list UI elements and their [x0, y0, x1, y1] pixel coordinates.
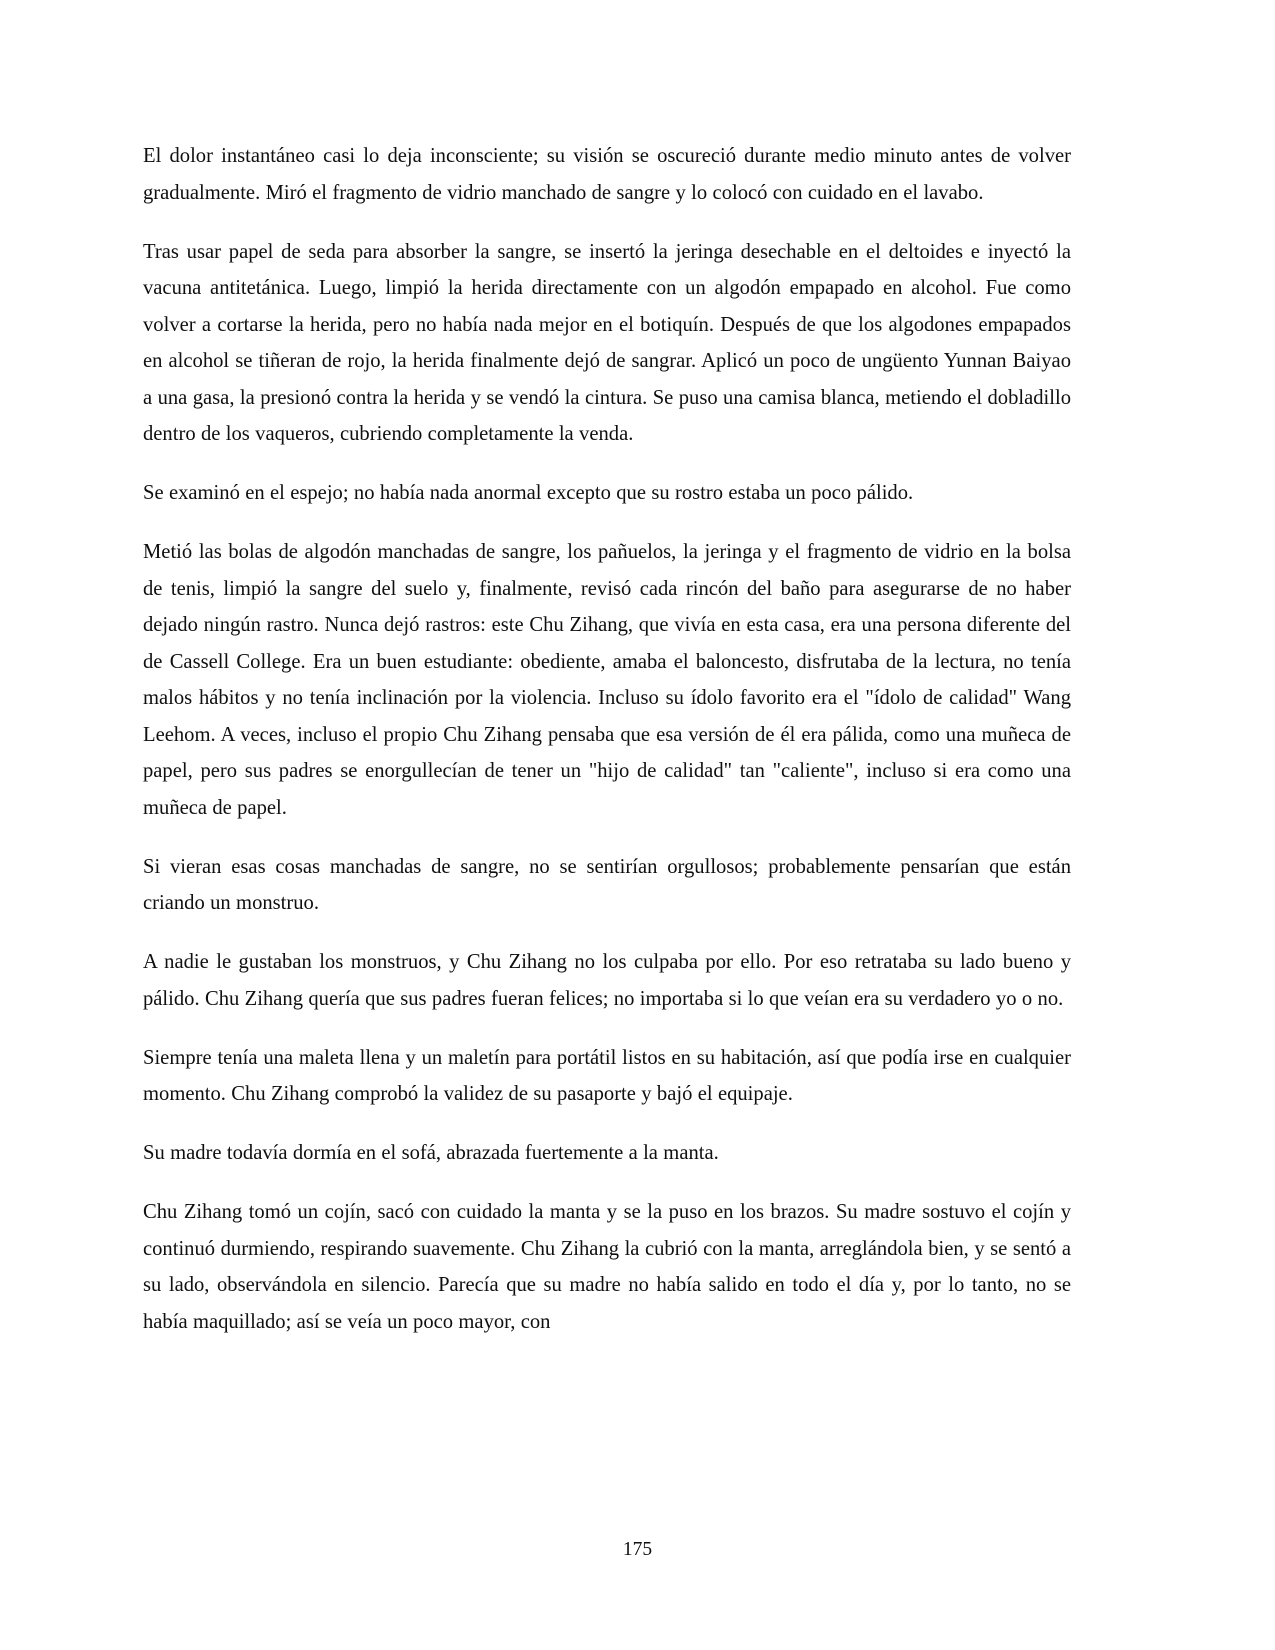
- paragraph: El dolor instantáneo casi lo deja inconsciente; su visión se oscureció durante medio minuto antes de volver gradualmente. Miró el fragmento de vidrio manchado de sangre y lo colocó con cuidado en el lavabo.: [143, 145, 1071, 204]
- paragraph: Se examinó en el espejo; no había nada anormal excepto que su rostro estaba un poco pálido.: [143, 482, 914, 504]
- paragraph: Su madre todavía dormía en el sofá, abrazada fuertemente a la manta.: [143, 1142, 719, 1164]
- paragraph: A nadie le gustaban los monstruos, y Chu Zihang no los culpaba por ello. Por eso retrataba su lado bueno y pálido. Chu Zihang quería que sus padres fueran felices; no importaba si lo que veían era su verdadero yo o no.: [143, 951, 1071, 1010]
- paragraph: Siempre tenía una maleta llena y un maletín para portátil listos en su habitación, así que podía irse en cualquier momento. Chu Zihang comprobó la validez de su pasaporte y bajó el equipaje.: [143, 1046, 1071, 1105]
- paragraph: Si vieran esas cosas manchadas de sangre, no se sentirían orgullosos; probablemente pensarían que están criando un monstruo.: [143, 855, 1071, 914]
- page-number: 175: [622, 1539, 653, 1560]
- paragraph: Metió las bolas de algodón manchadas de sangre, los pañuelos, la jeringa y el fragmento de vidrio en la bolsa de tenis, limpió la sangre del suelo y, finalmente, revisó cada rincón del baño para asegurarse de no haber dejado ningún rastro. Nunca dejó rastros: este Chu Zihang, que vivía en esta casa, era una persona diferente del de Cassell College. Era un buen estudiante: obediente, amaba el baloncesto, disfrutaba de la lectura, no tenía malos hábitos y no tenía inclinación por la violencia. Incluso su ídolo favorito era el "ídolo de calidad" Wang Leehom. A veces, incluso el propio Chu Zihang pensaba que esa versión de él era pálida, como una muñeca de papel, pero sus padres se enorgullecían de tener un "hijo de calidad" tan "caliente", incluso si era como una muñeca de papel.: [143, 541, 1071, 819]
- body-text-column: [143, 138, 1071, 1340]
- paragraph: Chu Zihang tomó un cojín, sacó con cuidado la manta y se la puso en los brazos. Su madre sostuvo el cojín y continuó durmiendo, respirando suavemente. Chu Zihang la cubrió con la manta, arreglándola bien, y se sentó a su lado, observándola en silencio. Parecía que su madre no había salido en todo el día y, por lo tanto, no se había maquillado; así se veía un poco mayor, con: [143, 1201, 1071, 1333]
- paragraph: Tras usar papel de seda para absorber la sangre, se insertó la jeringa desechable en el deltoides e inyectó la vacuna antitetánica. Luego, limpió la herida directamente con un algodón empapado en alcohol. Fue como volver a cortarse la herida, pero no había nada mejor en el botiquín. Después de que los algodones empapados en alcohol se tiñeran de rojo, la herida finalmente dejó de sangrar. Aplicó un poco de ungüento Yunnan Baiyao a una gasa, la presionó contra la herida y se vendó la cintura. Se puso una camisa blanca, metiendo el dobladillo dentro de los vaqueros, cubriendo completamente la venda.: [143, 240, 1071, 445]
